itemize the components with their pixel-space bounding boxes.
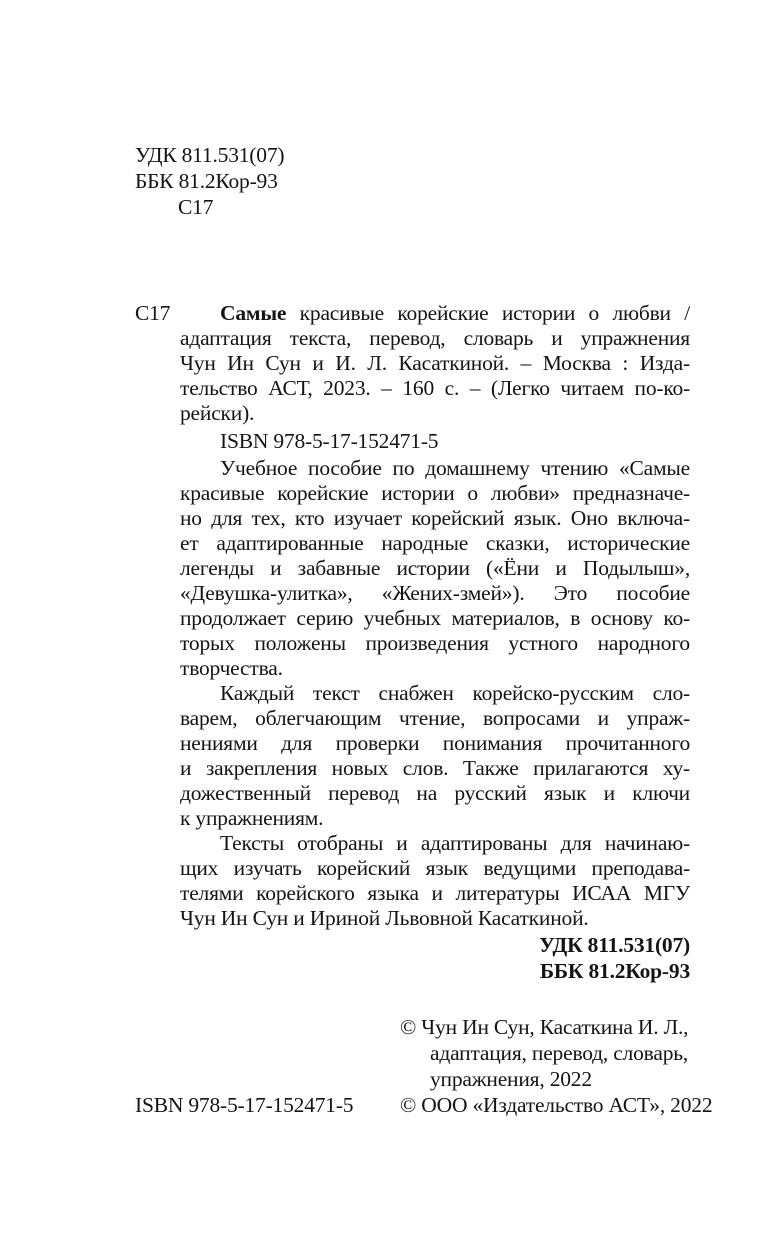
abstract-p1-line-5: легенды и забавные истории («Ёни и Подылыш», [180,556,690,580]
footer-isbn: ISBN 978-5-17-152471-5 [135,1093,354,1117]
abstract-p1-line-8: торых положены произведения устного народного [180,631,690,655]
copyright-line-2: адаптация, перевод, словарь, [430,1041,689,1065]
header-bbk: ББК 81.2Кор-93 [135,169,278,193]
abstract-udk: УДК 811.531(07) [539,933,690,957]
abstract-p3-line-1: Тексты отобраны и адаптированы для начинаю- [220,831,690,855]
abstract-p1-line-1: Учебное пособие по домашнему чтению «Самые [220,456,690,480]
abstract-p3-line-3: телями корейского языка и литературы ИСАА МГУ [180,881,690,905]
abstract-p1-line-3: но для тех, кто изучает корейский язык. Оно включа- [180,506,690,530]
copyright-line-3: упражнения, 2022 [430,1067,592,1091]
entry-line-3: Чун Ин Сун и И. Л. Касаткиной. – Москва : Изда- [180,351,690,375]
entry-title-word: Самые [220,301,287,325]
entry-code: С17 [135,301,171,325]
abstract-p2-line-2: варем, облегчающим чтение, вопросами и упраж- [180,706,690,730]
abstract-p2-line-6: к упражнениям. [180,806,324,830]
abstract-p2-line-3: нениями для проверки понимания прочитанного [180,731,690,755]
entry-line-1-text: красивые корейские истории о любви / [299,301,690,325]
entry-line-5: рейски). [180,401,255,425]
abstract-p1-line-9: творчества. [180,656,283,680]
abstract-p3-line-4: Чун Ин Сун и Ириной Львовной Касаткиной. [180,906,589,930]
abstract-p1-line-6: «Девушка-улитка», «Жених-змей»). Это пособие [180,581,690,605]
header-author-code: С17 [178,195,214,219]
header-udk: УДК 811.531(07) [135,143,285,167]
entry-line-2: адаптация текста, перевод, словарь и упражнения [180,326,690,350]
abstract-p1-line-7: продолжает серию учебных материалов, в основу ко- [180,606,690,630]
copyright-publisher: © ООО «Издательство АСТ», 2022 [400,1093,713,1117]
entry-isbn: ISBN 978-5-17-152471-5 [220,429,439,453]
abstract-p3-line-2: щих изучать корейский язык ведущими преподава- [180,856,690,880]
abstract-p2-line-4: и закрепления новых слов. Также прилагаются ху- [180,756,690,780]
entry-line-1 [220,301,690,325]
entry-line-4: тельство АСТ, 2023. – 160 с. – (Легко читаем по-ко- [180,376,690,400]
abstract-p2-line-1: Каждый текст снабжен корейско-русским сло- [220,681,690,705]
abstract-p2-line-5: дожественный перевод на русский язык и ключи [180,781,690,805]
abstract-p1-line-2: красивые корейские истории о любви» предназначе- [180,481,690,505]
abstract-p1-line-4: ет адаптированные народные сказки, исторические [180,531,690,555]
abstract-bbk: ББК 81.2Кор-93 [539,959,690,983]
copyright-line-1: © Чун Ин Сун, Касаткина И. Л., [400,1015,689,1039]
